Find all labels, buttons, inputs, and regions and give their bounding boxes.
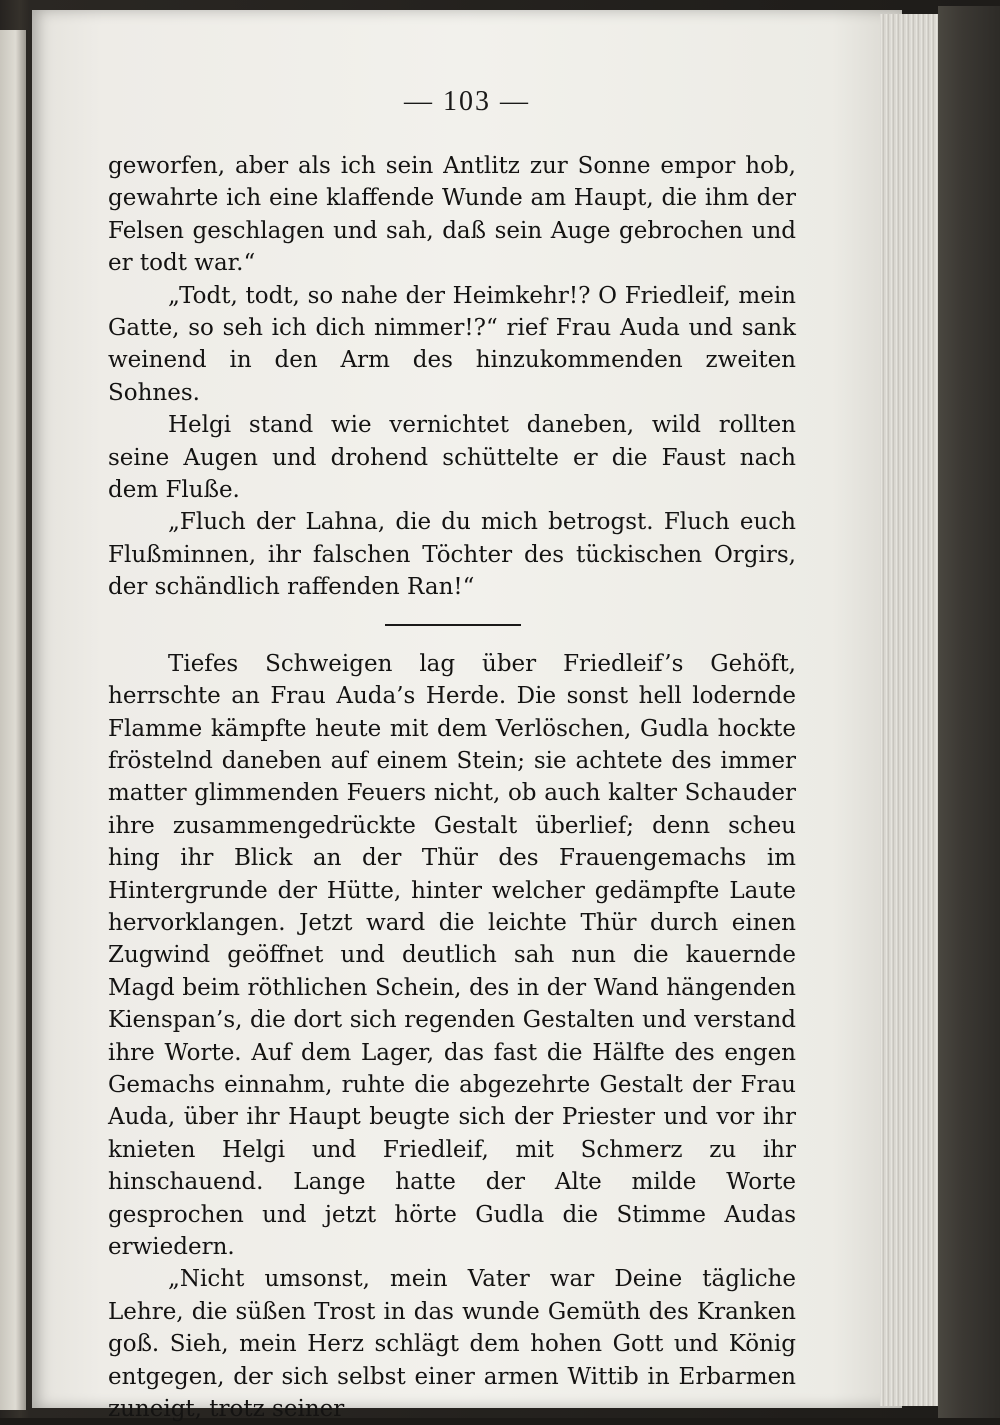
page-stack-edge bbox=[880, 14, 941, 1406]
page-number-header: — 103 — bbox=[404, 86, 530, 117]
paragraph: „Nicht umsonst, mein Vater war Deine tägliche Lehre, die süßen Trost in das wunde Gemüth des Kranken goß. Sieh, mein Herz schlägt dem hohen Gott und König entgegen, der sich selbst einer armen Wittib in Erbarmen zuneigt, trotz seiner bbox=[108, 1266, 796, 1423]
paragraph: Tiefes Schweigen lag über Friedleif’s Gehöft, herrschte an Frau Auda’s Herde. Die sonst hell lodernde Flamme kämpfte heute mit dem Verlöschen, Gudla hockte fröstelnd daneben auf einem Stein; sie achtete des immer matter glimmenden Feuers nicht, ob auch kalter Schauder ihre zusammengedrückte Gestalt überlief; denn scheu hing ihr Blick an der Thür des Frauengemachs im Hintergrunde der Hütte, hinter welcher gedämpfte Laute hervorklangen. Jetzt ward die leichte Thür durch einen Zugwind geöffnet und deutlich sah nun die kauernde Magd beim röthlichen Schein, des in der Wand hängenden Kienspan’s, die dort sich regenden Gestalten und verstand ihre Worte. Auf dem Lager, das fast die Hälfte des engen Gemachs einnahm, ruhte die abgezehrte Gestalt der Frau Auda, über ihr Haupt beugte sich der Priester und vor ihr knieten Helgi und Friedleif, mit Schmerz zu ihr hinschauend. Lange hatte der Alte milde Worte gesprochen und jetzt hörte Gudla die Stimme Audas erwiedern. bbox=[108, 650, 796, 1260]
previous-page-edge bbox=[0, 30, 28, 1410]
paragraph: „Fluch der Lahna, die du mich betrogst. Fluch euch Flußminnen, ihr falschen Töchter des tückischen Orgirs, der schändlich raffenden Ran!“ bbox=[108, 509, 796, 601]
paragraph: geworfen, aber als ich sein Antlitz zur Sonne empor hob, gewahrte ich eine klaffende Wunde am Haupt, die ihm der Felsen geschlagen und sah, daß sein Auge gebrochen und er todt war.“ bbox=[108, 153, 796, 277]
paragraph: „Todt, todt, so nahe der Heimkehr!? O Friedleif, mein Gatte, so seh ich dich nimmer!?“ rief Frau Auda und sank weinend in den Arm des hinzukommenden zweiten Sohnes. bbox=[108, 282, 796, 406]
section-divider bbox=[108, 604, 796, 648]
paragraph: Helgi stand wie vernichtet daneben, wild rollten seine Augen und drohend schüttelte er die Faust nach dem Fluße. bbox=[108, 412, 796, 504]
horizontal-rule bbox=[385, 624, 521, 626]
page-body-text bbox=[108, 150, 796, 1425]
book-cover-edge bbox=[938, 6, 1000, 1418]
